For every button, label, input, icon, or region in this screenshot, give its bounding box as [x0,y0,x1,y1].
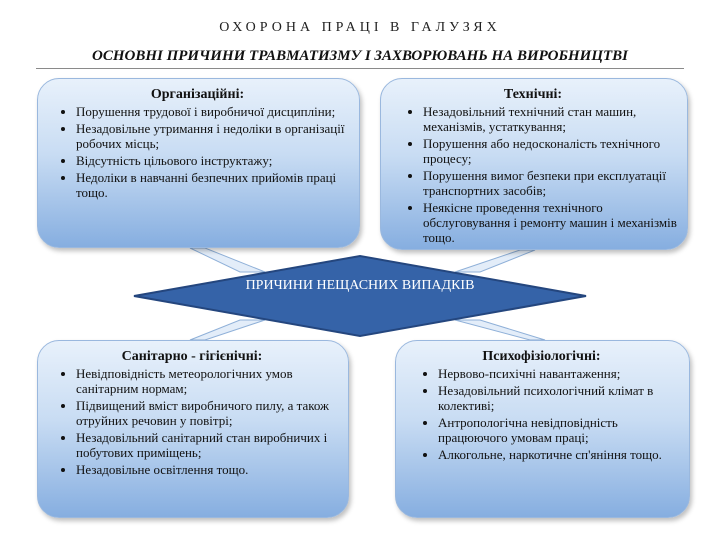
list-item: • Нервово-психічні навантаження; [438,366,679,381]
list-item: • Незадовільний санітарний стан виробничих і побутових приміщень; [76,430,338,460]
list-item: • Підвищений вміст виробничого пилу, а також отруйних речовин у повітрі; [76,398,338,428]
list-item: • Неякісне проведення технічного обслуговування і ремонту машин і механізмів тощо. [423,200,677,245]
list-item: • Недоліки в навчанні безпечних прийомів праці тощо. [76,170,349,200]
list-item: • Порушення або недосконалість технічного процесу; [423,136,677,166]
sanitary-causes-box [37,340,349,518]
psychophysiological-list [404,366,679,462]
organizational-list [46,104,349,200]
list-item: • Незадовільне утримання і недоліки в організації робочих місць; [76,121,349,151]
psychophysiological-causes-box [395,340,690,518]
technical-list [389,104,677,245]
header-title: ОХОРОНА ПРАЦІ В ГАЛУЗЯХ [219,20,501,35]
list-item: • Алкогольне, наркотичне сп'яніння тощо. [438,447,679,462]
center-diamond [134,256,586,336]
list-item: • Незадовільне освітлення тощо. [76,462,338,477]
organizational-title: Організаційні: [150,87,245,102]
center-label: ПРИЧИНИ НЕЩАСНИХ ВИПАДКІВ [245,278,475,293]
list-item: • Порушення трудової і виробничої дисципліни; [76,104,349,119]
list-item: • Відсутність цільового інструктажу; [76,153,349,168]
arrow-to-psychophysiological [455,320,545,340]
technical-causes-box [380,78,688,250]
arrow-to-organizational [190,248,265,272]
organizational-causes-box [37,78,360,248]
list-item: • Порушення вимог безпеки при експлуатації транспортних засобів; [423,168,677,198]
list-item: • Незадовільний технічний стан машин, механізмів, устаткування; [423,104,677,134]
arrow-to-technical [455,250,535,272]
header-subtitle: ОСНОВНІ ПРИЧИНИ ТРАВМАТИЗМУ І ЗАХВОРЮВАНЬ НА ВИРОБНИЦТВІ [91,48,628,64]
sanitary-list [46,366,338,477]
sanitary-title: Санітарно - гігієнічні: [121,349,263,364]
arrow-to-sanitary [190,320,265,340]
list-item: • Невідповідність метеорологічних умов санітарним нормам; [76,366,338,396]
technical-title: Технічні: [503,87,563,102]
list-item: • Незадовільний психологічний клімат в колективі; [438,383,679,413]
psychophysiological-title: Психофізіологічні: [482,349,601,364]
list-item: • Антропологічна невідповідність працюючого умовам праці; [438,415,679,445]
